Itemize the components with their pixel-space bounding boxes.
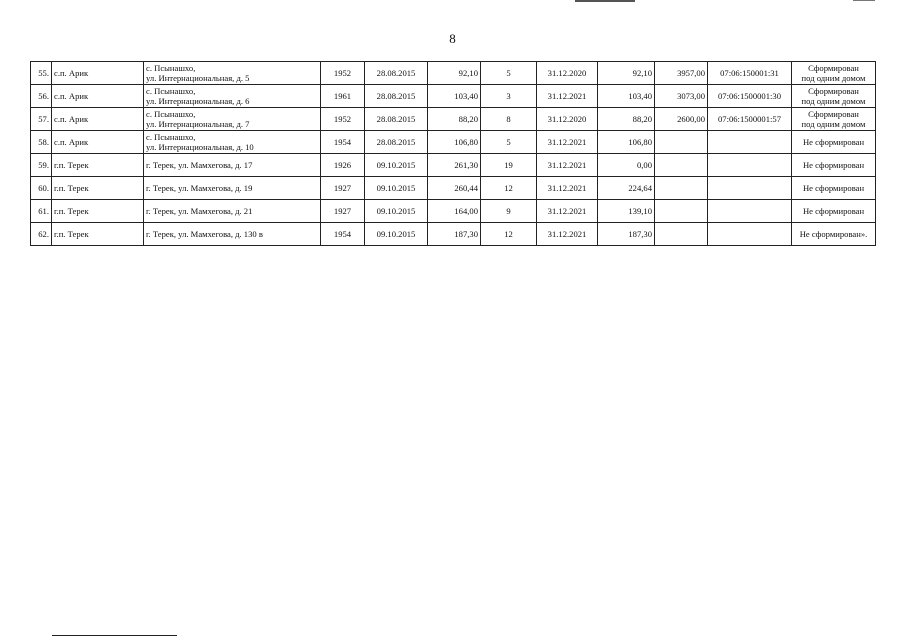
scan-artifact-corner bbox=[853, 0, 875, 4]
status-line-1: Не сформирован bbox=[802, 206, 865, 216]
table-row bbox=[31, 62, 876, 85]
land-status-cell bbox=[792, 131, 876, 154]
row-number-cell: 61. bbox=[31, 200, 52, 223]
total-area-cell: 164,00 bbox=[428, 200, 481, 223]
status-line-2: под одним домом bbox=[801, 73, 866, 83]
address-cell bbox=[144, 85, 321, 108]
recognition-date-cell: 09.10.2015 bbox=[365, 154, 428, 177]
residents-count-cell: 9 bbox=[481, 200, 537, 223]
total-area-cell: 88,20 bbox=[428, 108, 481, 131]
recognition-date-cell: 09.10.2015 bbox=[365, 200, 428, 223]
table-body bbox=[31, 62, 876, 246]
settlement-cell: г.п. Терек bbox=[52, 200, 144, 223]
address-cell bbox=[144, 62, 321, 85]
status-line-1: Сформирован bbox=[808, 109, 859, 119]
land-area-cell bbox=[655, 154, 708, 177]
land-area-cell bbox=[655, 223, 708, 246]
land-area-cell: 3073,00 bbox=[655, 85, 708, 108]
land-area-cell bbox=[655, 200, 708, 223]
settlement-cell: с.п. Арик bbox=[52, 108, 144, 131]
land-status-cell bbox=[792, 154, 876, 177]
area-to-resettle-cell: 103,40 bbox=[598, 85, 655, 108]
settlement-cell: г.п. Терек bbox=[52, 154, 144, 177]
land-status-cell bbox=[792, 85, 876, 108]
cadastral-number-cell: 07:06:1500001:30 bbox=[708, 85, 792, 108]
table-row bbox=[31, 200, 876, 223]
address-line-2: ул. Интернациональная, д. 10 bbox=[146, 142, 254, 152]
table-row bbox=[31, 154, 876, 177]
table-row bbox=[31, 131, 876, 154]
area-to-resettle-cell: 187,30 bbox=[598, 223, 655, 246]
area-to-resettle-cell: 106,80 bbox=[598, 131, 655, 154]
year-built-cell: 1954 bbox=[321, 131, 365, 154]
residents-count-cell: 5 bbox=[481, 62, 537, 85]
address-line-2: ул. Интернациональная, д. 5 bbox=[146, 73, 250, 83]
recognition-date-cell: 09.10.2015 bbox=[365, 177, 428, 200]
total-area-cell: 103,40 bbox=[428, 85, 481, 108]
total-area-cell: 106,80 bbox=[428, 131, 481, 154]
row-number-cell: 55. bbox=[31, 62, 52, 85]
address-cell bbox=[144, 131, 321, 154]
year-built-cell: 1927 bbox=[321, 177, 365, 200]
land-area-cell: 2600,00 bbox=[655, 108, 708, 131]
residents-count-cell: 12 bbox=[481, 177, 537, 200]
recognition-date-cell: 28.08.2015 bbox=[365, 131, 428, 154]
address-cell bbox=[144, 108, 321, 131]
land-status-cell bbox=[792, 200, 876, 223]
status-line-1: Не сформирован bbox=[802, 160, 865, 170]
area-to-resettle-cell: 0,00 bbox=[598, 154, 655, 177]
page-number: 8 bbox=[449, 31, 456, 46]
resettlement-deadline-cell: 31.12.2021 bbox=[537, 177, 598, 200]
area-to-resettle-cell: 224,64 bbox=[598, 177, 655, 200]
year-built-cell: 1952 bbox=[321, 108, 365, 131]
status-line-1: Не сформирован bbox=[802, 137, 865, 147]
address-cell bbox=[144, 223, 321, 246]
address-line-2: ул. Интернациональная, д. 6 bbox=[146, 96, 250, 106]
status-line-2: под одним домом bbox=[801, 96, 866, 106]
cadastral-number-cell bbox=[708, 154, 792, 177]
year-built-cell: 1952 bbox=[321, 62, 365, 85]
recognition-date-cell: 28.08.2015 bbox=[365, 85, 428, 108]
scan-artifact-top bbox=[575, 0, 635, 6]
year-built-cell: 1954 bbox=[321, 223, 365, 246]
status-line-1: Не сформирован». bbox=[799, 229, 868, 239]
cadastral-number-cell bbox=[708, 200, 792, 223]
housing-table bbox=[30, 61, 876, 246]
table-row bbox=[31, 177, 876, 200]
address-line-1: с. Псынашхо, bbox=[146, 109, 196, 119]
land-status-cell bbox=[792, 108, 876, 131]
cadastral-number-cell: 07:06:150001:31 bbox=[708, 62, 792, 85]
address-line-1: г. Терек, ул. Мамхегова, д. 19 bbox=[146, 183, 253, 193]
cadastral-number-cell: 07:06:1500001:57 bbox=[708, 108, 792, 131]
status-line-2: под одним домом bbox=[801, 119, 866, 129]
address-cell bbox=[144, 154, 321, 177]
land-status-cell bbox=[792, 62, 876, 85]
land-area-cell bbox=[655, 131, 708, 154]
settlement-cell: с.п. Арик bbox=[52, 62, 144, 85]
residents-count-cell: 19 bbox=[481, 154, 537, 177]
resettlement-deadline-cell: 31.12.2020 bbox=[537, 108, 598, 131]
residents-count-cell: 12 bbox=[481, 223, 537, 246]
status-line-1: Сформирован bbox=[808, 86, 859, 96]
year-built-cell: 1961 bbox=[321, 85, 365, 108]
row-number-cell: 58. bbox=[31, 131, 52, 154]
status-line-1: Не сформирован bbox=[802, 183, 865, 193]
year-built-cell: 1926 bbox=[321, 154, 365, 177]
address-line-1: с. Псынашхо, bbox=[146, 132, 196, 142]
address-line-1: г. Терек, ул. Мамхегова, д. 130 в bbox=[146, 229, 263, 239]
row-number-cell: 57. bbox=[31, 108, 52, 131]
year-built-cell: 1927 bbox=[321, 200, 365, 223]
row-number-cell: 56. bbox=[31, 85, 52, 108]
table-row bbox=[31, 223, 876, 246]
resettlement-deadline-cell: 31.12.2020 bbox=[537, 62, 598, 85]
address-line-1: с. Псынашхо, bbox=[146, 86, 196, 96]
address-cell bbox=[144, 200, 321, 223]
resettlement-deadline-cell: 31.12.2021 bbox=[537, 200, 598, 223]
area-to-resettle-cell: 88,20 bbox=[598, 108, 655, 131]
row-number-cell: 62. bbox=[31, 223, 52, 246]
resettlement-deadline-cell: 31.12.2021 bbox=[537, 223, 598, 246]
address-line-1: г. Терек, ул. Мамхегова, д. 17 bbox=[146, 160, 253, 170]
total-area-cell: 260,44 bbox=[428, 177, 481, 200]
row-number-cell: 60. bbox=[31, 177, 52, 200]
address-line-2: ул. Интернациональная, д. 7 bbox=[146, 119, 250, 129]
cadastral-number-cell bbox=[708, 223, 792, 246]
settlement-cell: г.п. Терек bbox=[52, 223, 144, 246]
land-status-cell bbox=[792, 177, 876, 200]
settlement-cell: г.п. Терек bbox=[52, 177, 144, 200]
resettlement-deadline-cell: 31.12.2021 bbox=[537, 131, 598, 154]
residents-count-cell: 5 bbox=[481, 131, 537, 154]
land-status-cell bbox=[792, 223, 876, 246]
cadastral-number-cell bbox=[708, 177, 792, 200]
total-area-cell: 187,30 bbox=[428, 223, 481, 246]
residents-count-cell: 3 bbox=[481, 85, 537, 108]
address-line-1: с. Псынашхо, bbox=[146, 63, 196, 73]
recognition-date-cell: 28.08.2015 bbox=[365, 108, 428, 131]
land-area-cell: 3957,00 bbox=[655, 62, 708, 85]
cadastral-number-cell bbox=[708, 131, 792, 154]
address-line-1: г. Терек, ул. Мамхегова, д. 21 bbox=[146, 206, 253, 216]
status-line-1: Сформирован bbox=[808, 63, 859, 73]
table-row bbox=[31, 108, 876, 131]
settlement-cell: с.п. Арик bbox=[52, 131, 144, 154]
table-row bbox=[31, 85, 876, 108]
address-cell bbox=[144, 177, 321, 200]
area-to-resettle-cell: 139,10 bbox=[598, 200, 655, 223]
resettlement-deadline-cell: 31.12.2021 bbox=[537, 85, 598, 108]
land-area-cell bbox=[655, 177, 708, 200]
footnote-rule bbox=[52, 635, 177, 636]
total-area-cell: 92,10 bbox=[428, 62, 481, 85]
recognition-date-cell: 09.10.2015 bbox=[365, 223, 428, 246]
total-area-cell: 261,30 bbox=[428, 154, 481, 177]
area-to-resettle-cell: 92,10 bbox=[598, 62, 655, 85]
resettlement-deadline-cell: 31.12.2021 bbox=[537, 154, 598, 177]
row-number-cell: 59. bbox=[31, 154, 52, 177]
settlement-cell: с.п. Арик bbox=[52, 85, 144, 108]
recognition-date-cell: 28.08.2015 bbox=[365, 62, 428, 85]
residents-count-cell: 8 bbox=[481, 108, 537, 131]
